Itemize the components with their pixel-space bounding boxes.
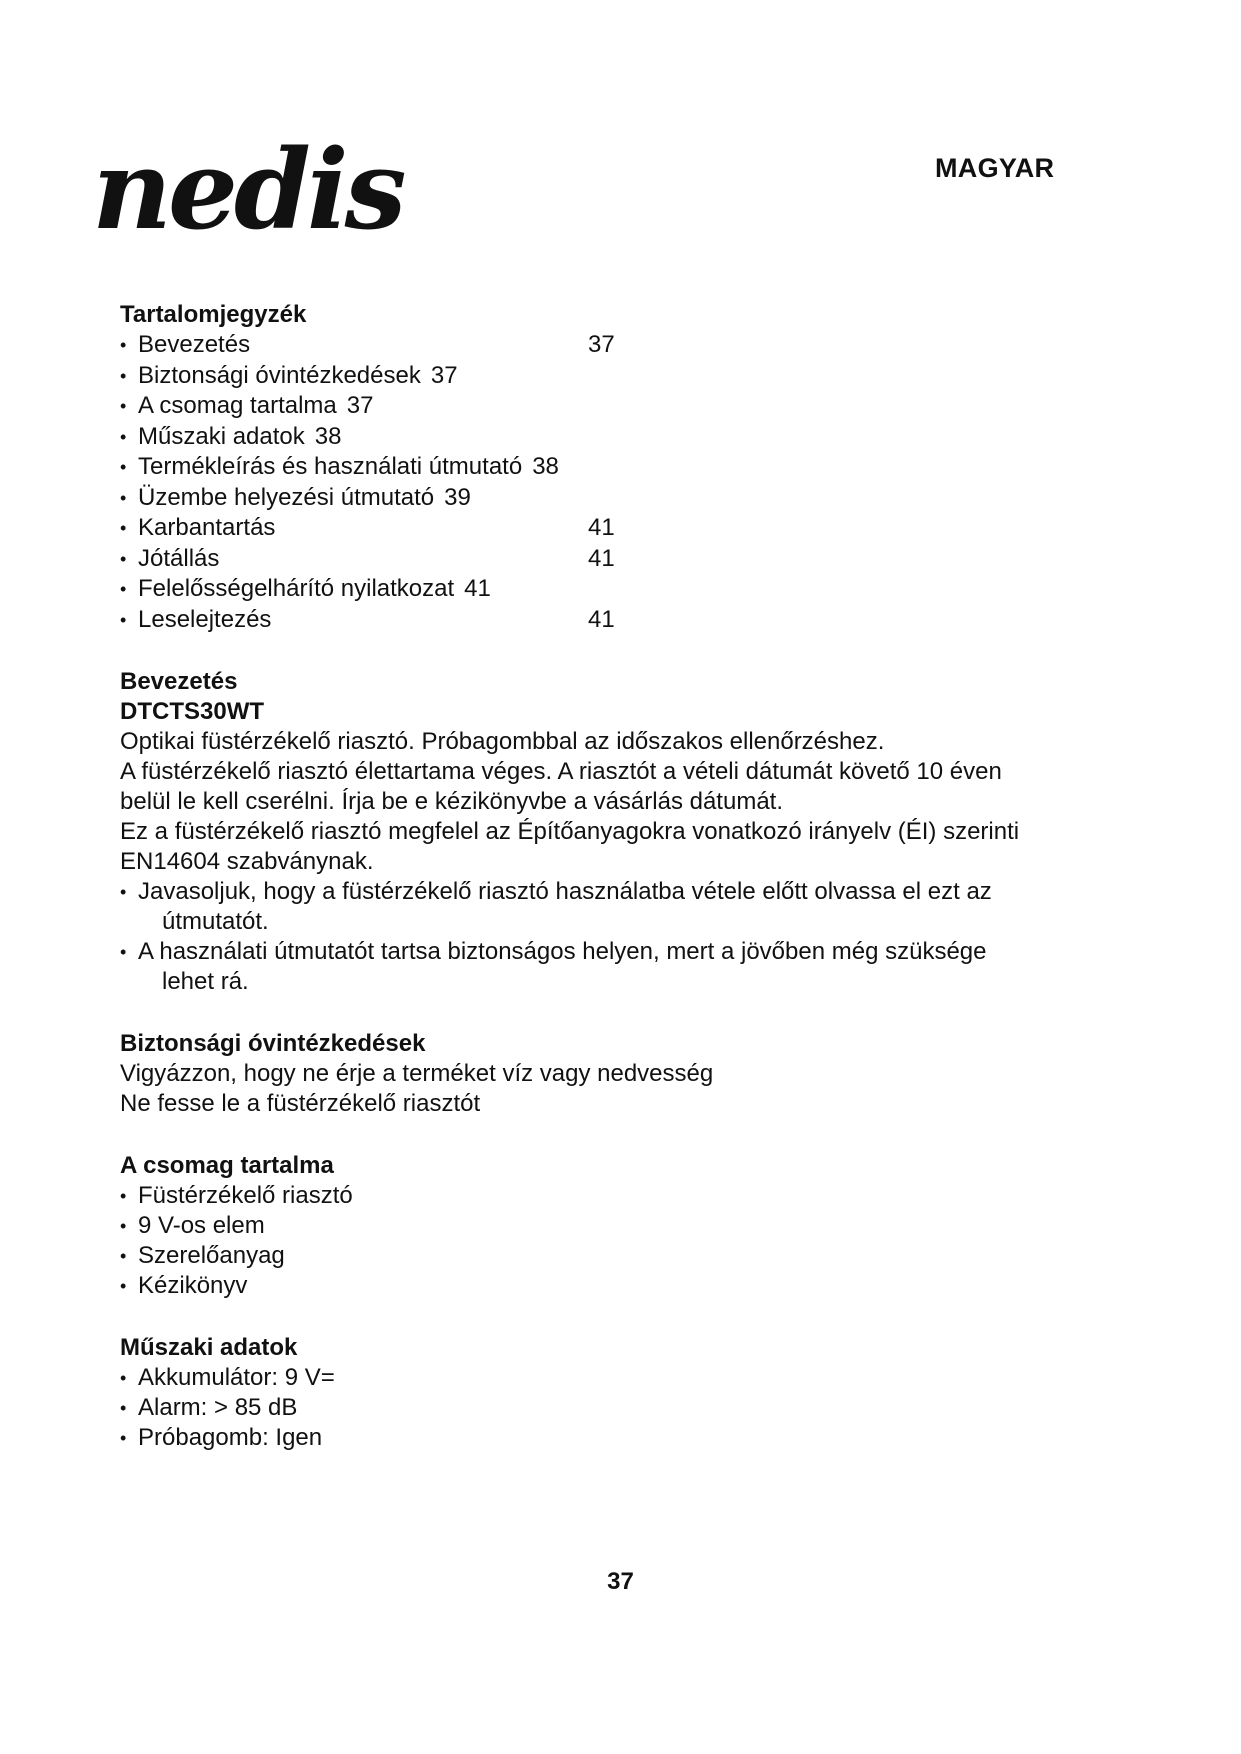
specs-title: Műszaki adatok [120, 1334, 298, 1361]
toc-item[interactable]: • A csomag tartalma 37 [120, 391, 1040, 422]
list-item: • Szerelőanyag [120, 1241, 1040, 1271]
package-title: A csomag tartalma [120, 1152, 334, 1179]
safety-title: Biztonsági óvintézkedések [120, 1030, 426, 1057]
list-item: • Kézikönyv [120, 1271, 1040, 1301]
page-number: 37 [607, 1568, 634, 1595]
toc-item[interactable]: • Karbantartás 41 [120, 513, 1040, 544]
intro-bullet: • A használati útmutatót tartsa biztonságos helyen, mert a jövőben még szüksége lehet rá. [120, 937, 1040, 997]
list-item: • Alarm: > 85 dB [120, 1393, 1040, 1423]
safety-line: Ne fesse le a füstérzékelő riasztót [120, 1090, 481, 1117]
safety-section [120, 1029, 1040, 1119]
list-item: • 9 V-os elem [120, 1211, 1040, 1241]
list-item: • Akkumulátor: 9 V= [120, 1363, 1040, 1393]
toc-title: Tartalomjegyzék [120, 301, 307, 328]
package-section [120, 1151, 1040, 1301]
toc-item[interactable]: • Felelősségelhárító nyilatkozat 41 [120, 574, 1040, 605]
intro-paragraph: Ez a füstérzékelő riasztó megfelel az Építőanyagokra vonatkozó irányelv (ÉI) szerinti EN14604 szabványnak. [120, 818, 1020, 875]
toc-section [120, 300, 1040, 635]
toc-item[interactable]: • Műszaki adatok 38 [120, 422, 1040, 453]
toc-item[interactable]: • Biztonsági óvintézkedések 37 [120, 361, 1040, 392]
nedis-logo [88, 120, 448, 250]
package-list [120, 1181, 1040, 1301]
specs-list [120, 1363, 1040, 1453]
language-label: MAGYAR [935, 153, 1055, 183]
toc-item[interactable]: • Termékleírás és használati útmutató 38 [120, 452, 1040, 483]
toc-item[interactable]: • Bevezetés 37 [120, 330, 1040, 361]
toc-list [120, 330, 1040, 635]
list-item: • Füstérzékelő riasztó [120, 1181, 1040, 1211]
intro-title: Bevezetés [120, 668, 238, 695]
toc-item[interactable]: • Üzembe helyezési útmutató 39 [120, 483, 1040, 514]
intro-paragraph: Optikai füstérzékelő riasztó. Próbagombbal az időszakos ellenőrzéshez. [120, 728, 885, 755]
intro-bullets [120, 877, 1040, 997]
page-content [120, 300, 1040, 1453]
safety-line: Vigyázzon, hogy ne érje a terméket víz vagy nedvesség [120, 1060, 714, 1087]
model-number: DTCTS30WT [120, 698, 264, 725]
list-item: • Próbagomb: Igen [120, 1423, 1040, 1453]
intro-bullet: • Javasoljuk, hogy a füstérzékelő riasztó használatba vétele előtt olvassa el ezt az útmutatót. [120, 877, 1040, 937]
specs-section [120, 1333, 1040, 1453]
toc-item[interactable]: • Leselejtezés 41 [120, 605, 1040, 636]
intro-section [120, 667, 1040, 997]
logo-wordmark: nedis [92, 125, 403, 250]
intro-paragraph: A füstérzékelő riasztó élettartama véges. A riasztót a vételi dátumát követő 10 éven belül le kell cserélni. Írja be e kézikönyvbe a vásárlás dátumát. [120, 758, 1002, 815]
toc-item[interactable]: • Jótállás 41 [120, 544, 1040, 575]
